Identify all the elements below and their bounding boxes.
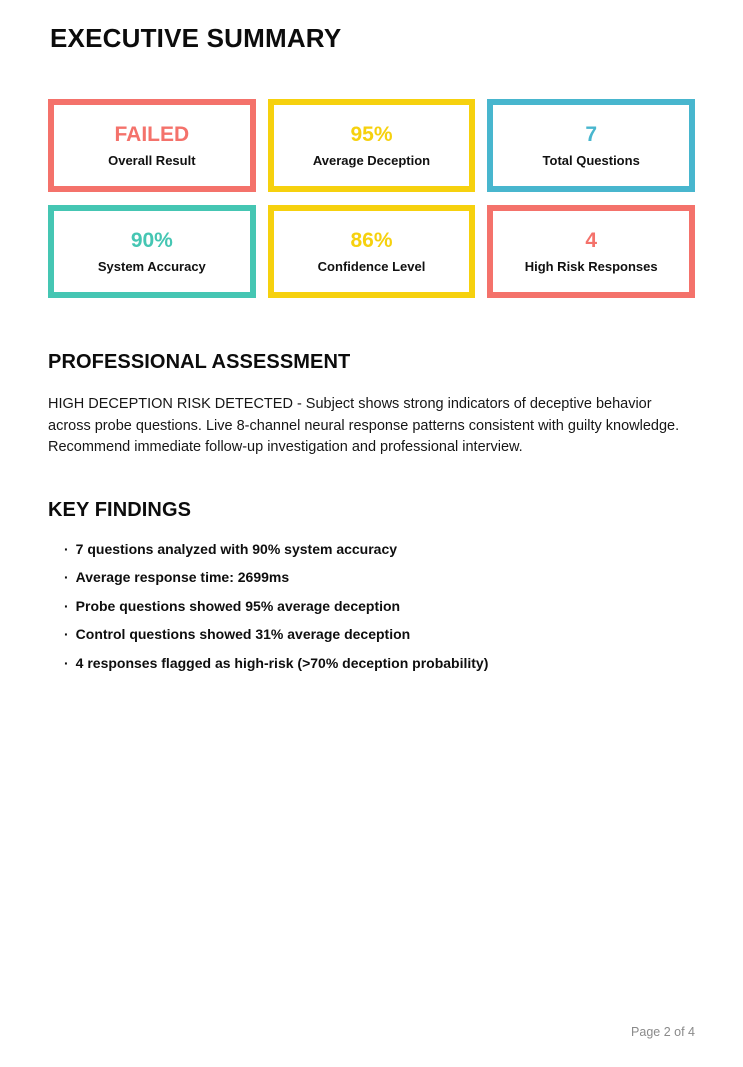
key-finding-text: Probe questions showed 95% average deception	[75, 597, 401, 614]
stat-card-label: Overall Result	[108, 153, 196, 168]
section-heading-professional-assessment: PROFESSIONAL ASSESSMENT	[48, 351, 351, 373]
stat-card	[48, 99, 256, 192]
bullet-marker: ·	[64, 626, 69, 642]
stat-card-label: High Risk Responses	[524, 259, 658, 274]
stat-card-value: 95%	[350, 123, 393, 146]
stat-card-value: FAILED	[114, 123, 190, 146]
key-finding-text: Control questions showed 31% average deception	[75, 626, 411, 642]
bullet-marker: ·	[64, 597, 69, 614]
page-footer: Page 2 of 4	[631, 1025, 695, 1039]
key-finding-item	[64, 627, 695, 641]
stat-card-label: Confidence Level	[317, 259, 426, 274]
key-findings-section	[48, 499, 695, 670]
stat-cards-grid	[48, 99, 695, 298]
page-title: EXECUTIVE SUMMARY	[50, 23, 342, 53]
key-finding-text: 4 responses flagged as high-risk (>70% deception probability)	[75, 654, 489, 671]
report-page	[0, 23, 743, 670]
section-heading-key-findings: KEY FINDINGS	[48, 498, 192, 521]
key-finding-item	[64, 570, 695, 584]
stat-card-value: 4	[585, 229, 597, 252]
stat-card-label: System Accuracy	[97, 259, 206, 274]
stat-card	[487, 205, 695, 298]
stat-card-value: 7	[585, 123, 597, 146]
stat-card-label: Total Questions	[542, 153, 640, 168]
key-finding-item	[64, 599, 695, 613]
key-finding-item	[64, 542, 695, 556]
stat-card-value: 86%	[350, 229, 393, 252]
bullet-marker: ·	[64, 654, 69, 671]
professional-assessment-section	[48, 351, 695, 459]
stat-card	[487, 99, 695, 192]
bullet-marker: ·	[64, 569, 69, 585]
key-finding-item	[64, 656, 695, 670]
key-finding-text: 7 questions analyzed with 90% system accuracy	[75, 540, 398, 557]
stat-card	[268, 99, 476, 192]
stat-card-label: Average Deception	[312, 153, 431, 168]
assessment-paragraph: HIGH DECEPTION RISK DETECTED - Subject shows strong indicators of deceptive behavior across probe questions. Live 8-channel neural response patterns consistent with guilty knowledge. Recommend immediate follow-up investigation and professional interview.	[48, 396, 680, 455]
stat-card	[268, 205, 476, 298]
stat-card-value: 90%	[130, 229, 173, 252]
bullet-marker: ·	[64, 540, 69, 557]
key-findings-list	[64, 542, 695, 670]
key-finding-text: Average response time: 2699ms	[75, 569, 290, 585]
stat-card	[48, 205, 256, 298]
